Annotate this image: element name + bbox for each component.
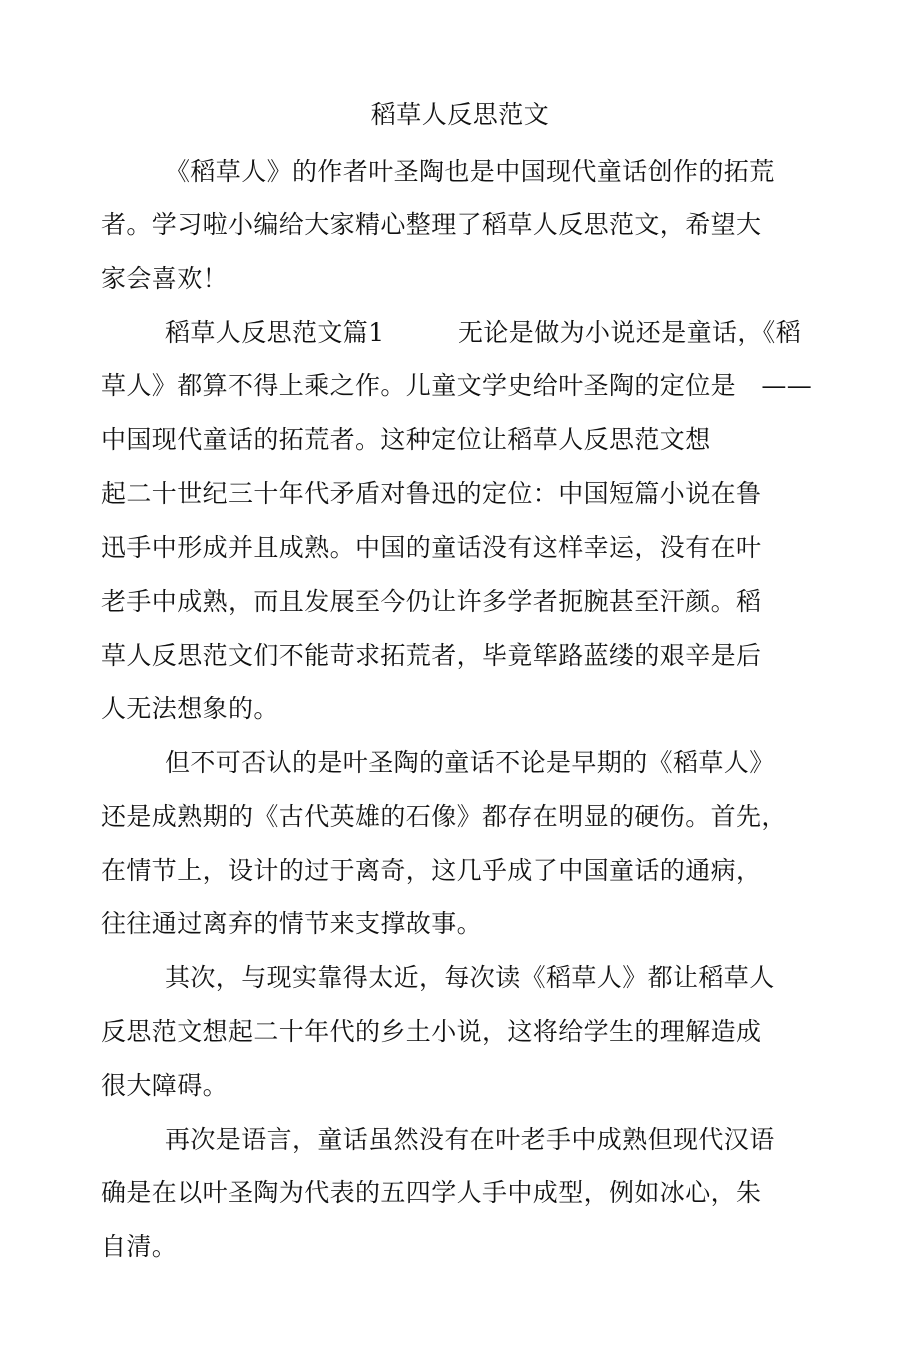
paragraph-line: 还是成熟期的《古代英雄的石像》都存在明显的硬伤。首先， bbox=[101, 802, 787, 831]
paragraph-line: 在情节上，设计的过于离奇，这几乎成了中国童话的通病， bbox=[101, 856, 762, 885]
paragraph-line: 无论是做为小说还是童话，《稻 bbox=[458, 318, 802, 347]
paragraph-line: 但不可否认的是叶圣陶的童话不论是早期的《稻草人》 bbox=[165, 748, 775, 777]
paragraph-line: 草人反思范文们不能苛求拓荒者，毕竟筚路蓝缕的艰辛是后 bbox=[101, 641, 762, 670]
paragraph-line: 《稻草人》的作者叶圣陶也是中国现代童话创作的拓荒 bbox=[165, 157, 775, 186]
paragraph-line: 人无法想象的。 bbox=[101, 694, 279, 723]
paragraph-line: 自清。 bbox=[101, 1232, 178, 1261]
paragraph-line: 其次，与现实靠得太近，每次读《稻草人》都让稻草人 bbox=[165, 963, 775, 992]
paragraph-line: 家会喜欢！ bbox=[101, 264, 229, 293]
paragraph-line: 再次是语言，童话虽然没有在叶老手中成熟但现代汉语 bbox=[165, 1125, 775, 1154]
paragraph-line: 往往通过离弃的情节来支撑故事。 bbox=[101, 909, 483, 938]
paragraph-line: 老手中成熟，而且发展至今仍让许多学者扼腕甚至汗颜。稻 bbox=[101, 587, 762, 616]
paragraph-line: 起二十世纪三十年代矛盾对鲁迅的定位：中国短篇小说在鲁 bbox=[101, 479, 762, 508]
section-heading: 稻草人反思范文篇1 bbox=[165, 318, 385, 347]
paragraph-line: 迅手中形成并且成熟。中国的童话没有这样幸运，没有在叶 bbox=[101, 533, 762, 562]
paragraph-line: 草人》都算不得上乘之作。儿童文学史给叶圣陶的定位是 —— bbox=[101, 371, 813, 400]
paragraph-line: 中国现代童话的拓荒者。这种定位让稻草人反思范文想 bbox=[101, 425, 711, 454]
paragraph-line: 很大障碍。 bbox=[101, 1071, 229, 1100]
paragraph-line: 者。学习啦小编给大家精心整理了稻草人反思范文，希望大 bbox=[101, 210, 762, 239]
document-title: 稻草人反思范文 bbox=[370, 100, 550, 129]
paragraph-line: 反思范文想起二十年代的乡土小说，这将给学生的理解造成 bbox=[101, 1017, 762, 1046]
paragraph-line: 确是在以叶圣陶为代表的五四学人手中成型，例如冰心，朱 bbox=[101, 1178, 762, 1207]
